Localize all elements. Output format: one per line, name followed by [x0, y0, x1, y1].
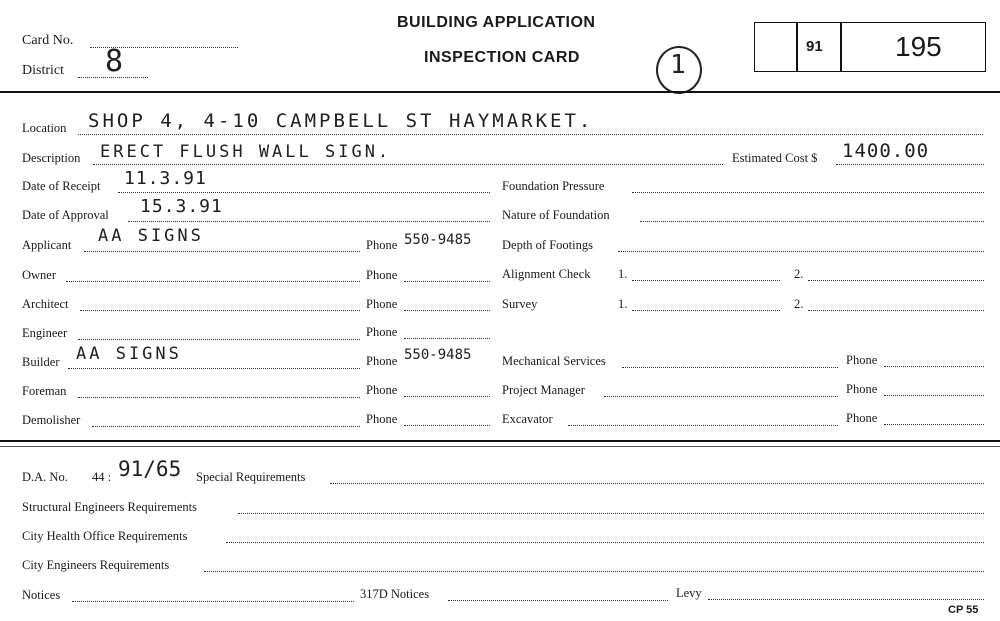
engineer-phone-label: Phone — [366, 325, 398, 339]
owner-phone-label: Phone — [366, 268, 398, 282]
excavator-label: Excavator — [502, 412, 553, 426]
da-label: D.A. No. — [22, 470, 68, 484]
city-engineers-requirements-label: City Engineers Requirements — [22, 558, 170, 572]
section-divider-thin — [0, 446, 1000, 447]
district-label: District — [22, 63, 64, 78]
alignment-1-field[interactable] — [632, 280, 780, 281]
alignment-2-field[interactable] — [808, 280, 984, 281]
engineer-label: Engineer — [22, 326, 68, 340]
location-value: SHOP 4, 4-10 CAMPBELL ST HAYMARKET. — [88, 110, 594, 132]
form-code: CP 55 — [948, 604, 979, 616]
nature-foundation-label: Nature of Foundation — [502, 208, 610, 222]
applicant-value: AA SIGNS — [98, 226, 204, 246]
application-year: 91 — [806, 38, 823, 55]
owner-phone-field[interactable] — [404, 281, 490, 282]
circled-mark-text: 1 — [670, 50, 687, 80]
form-subtitle: INSPECTION CARD — [424, 49, 580, 66]
date-approval-value: 15.3.91 — [140, 196, 223, 217]
form-title: BUILDING APPLICATION — [397, 14, 596, 31]
demolisher-phone-label: Phone — [366, 412, 398, 426]
section-divider — [0, 440, 1000, 442]
project-manager-field[interactable] — [604, 396, 838, 397]
mechanical-phone-field[interactable] — [884, 366, 984, 367]
estimated-cost-label: Estimated Cost $ — [732, 151, 818, 165]
health-requirements-label: City Health Office Requirements — [22, 529, 188, 543]
location-label: Location — [22, 121, 67, 135]
owner-label: Owner — [22, 268, 57, 282]
applicant-phone-label: Phone — [366, 238, 398, 252]
district-value[interactable]: 8 — [105, 44, 125, 79]
demolisher-field[interactable] — [92, 426, 360, 427]
foreman-label: Foreman — [22, 384, 67, 398]
builder-phone-value[interactable]: 550-9485 — [404, 347, 472, 363]
levy-label: Levy — [676, 586, 702, 600]
architect-label: Architect — [22, 297, 69, 311]
location-field[interactable] — [78, 134, 983, 135]
alignment-1-label: 1. — [618, 267, 628, 281]
application-number: 195 — [895, 31, 942, 62]
estimated-cost-field[interactable] — [836, 164, 984, 165]
city-engineers-requirements-field[interactable] — [204, 571, 984, 572]
builder-label: Builder — [22, 355, 60, 369]
foreman-phone-label: Phone — [366, 383, 398, 397]
estimated-cost-value: 1400.00 — [842, 140, 930, 162]
builder-phone-label: Phone — [366, 354, 398, 368]
notices-317d-field[interactable] — [448, 600, 668, 601]
box-divider-1 — [796, 22, 798, 72]
nature-foundation-field[interactable] — [640, 221, 984, 222]
special-requirements-label: Special Requirements — [196, 470, 306, 484]
mechanical-phone-label: Phone — [846, 353, 878, 367]
depth-footings-label: Depth of Footings — [502, 238, 593, 252]
health-requirements-field[interactable] — [226, 542, 984, 543]
applicant-phone-value[interactable]: 550-9485 — [404, 232, 472, 248]
architect-phone-field[interactable] — [404, 310, 490, 311]
date-receipt-field[interactable] — [118, 192, 490, 193]
depth-footings-field[interactable] — [618, 251, 984, 252]
header-divider — [0, 91, 1000, 93]
survey-2-field[interactable] — [808, 310, 984, 311]
special-requirements-field[interactable] — [330, 483, 984, 484]
foundation-pressure-label: Foundation Pressure — [502, 179, 605, 193]
survey-1-field[interactable] — [632, 310, 780, 311]
mechanical-label: Mechanical Services — [502, 354, 606, 368]
description-value: ERECT FLUSH WALL SIGN. — [100, 142, 392, 162]
date-approval-field[interactable] — [128, 221, 490, 222]
da-number-value[interactable]: 91/65 — [118, 457, 182, 481]
survey-1-label: 1. — [618, 297, 628, 311]
description-label: Description — [22, 151, 81, 165]
structural-requirements-label: Structural Engineers Requirements — [22, 500, 197, 514]
demolisher-phone-field[interactable] — [404, 425, 490, 426]
engineer-phone-field[interactable] — [404, 338, 490, 339]
da-prefix: 44 : — [92, 470, 112, 484]
excavator-phone-label: Phone — [846, 411, 878, 425]
application-number-box — [754, 22, 986, 72]
notices-field[interactable] — [72, 601, 354, 602]
demolisher-label: Demolisher — [22, 413, 81, 427]
card-no-label: Card No. — [22, 33, 74, 48]
survey-2-label: 2. — [794, 297, 804, 311]
architect-field[interactable] — [80, 310, 360, 311]
notices-317d-label: 317D Notices — [360, 587, 430, 601]
foreman-phone-field[interactable] — [404, 396, 490, 397]
alignment-check-label: Alignment Check — [502, 267, 591, 281]
engineer-field[interactable] — [78, 339, 360, 340]
applicant-label: Applicant — [22, 238, 72, 252]
description-field[interactable] — [93, 164, 723, 165]
builder-value: AA SIGNS — [76, 344, 182, 364]
owner-field[interactable] — [66, 281, 360, 282]
applicant-field[interactable] — [84, 251, 360, 252]
structural-requirements-field[interactable] — [238, 513, 984, 514]
builder-field[interactable] — [68, 368, 360, 369]
box-divider-2 — [840, 22, 842, 72]
date-approval-label: Date of Approval — [22, 208, 109, 222]
mechanical-field[interactable] — [622, 367, 838, 368]
notices-label: Notices — [22, 588, 61, 602]
alignment-2-label: 2. — [794, 267, 804, 281]
excavator-field[interactable] — [568, 425, 838, 426]
date-receipt-label: Date of Receipt — [22, 179, 101, 193]
date-receipt-value: 11.3.91 — [124, 168, 207, 189]
excavator-phone-field[interactable] — [884, 424, 984, 425]
survey-label: Survey — [502, 297, 538, 311]
project-manager-phone-label: Phone — [846, 382, 878, 396]
project-manager-label: Project Manager — [502, 383, 585, 397]
project-manager-phone-field[interactable] — [884, 395, 984, 396]
foundation-pressure-field[interactable] — [632, 192, 984, 193]
architect-phone-label: Phone — [366, 297, 398, 311]
levy-field[interactable] — [708, 599, 984, 600]
foreman-field[interactable] — [78, 397, 360, 398]
